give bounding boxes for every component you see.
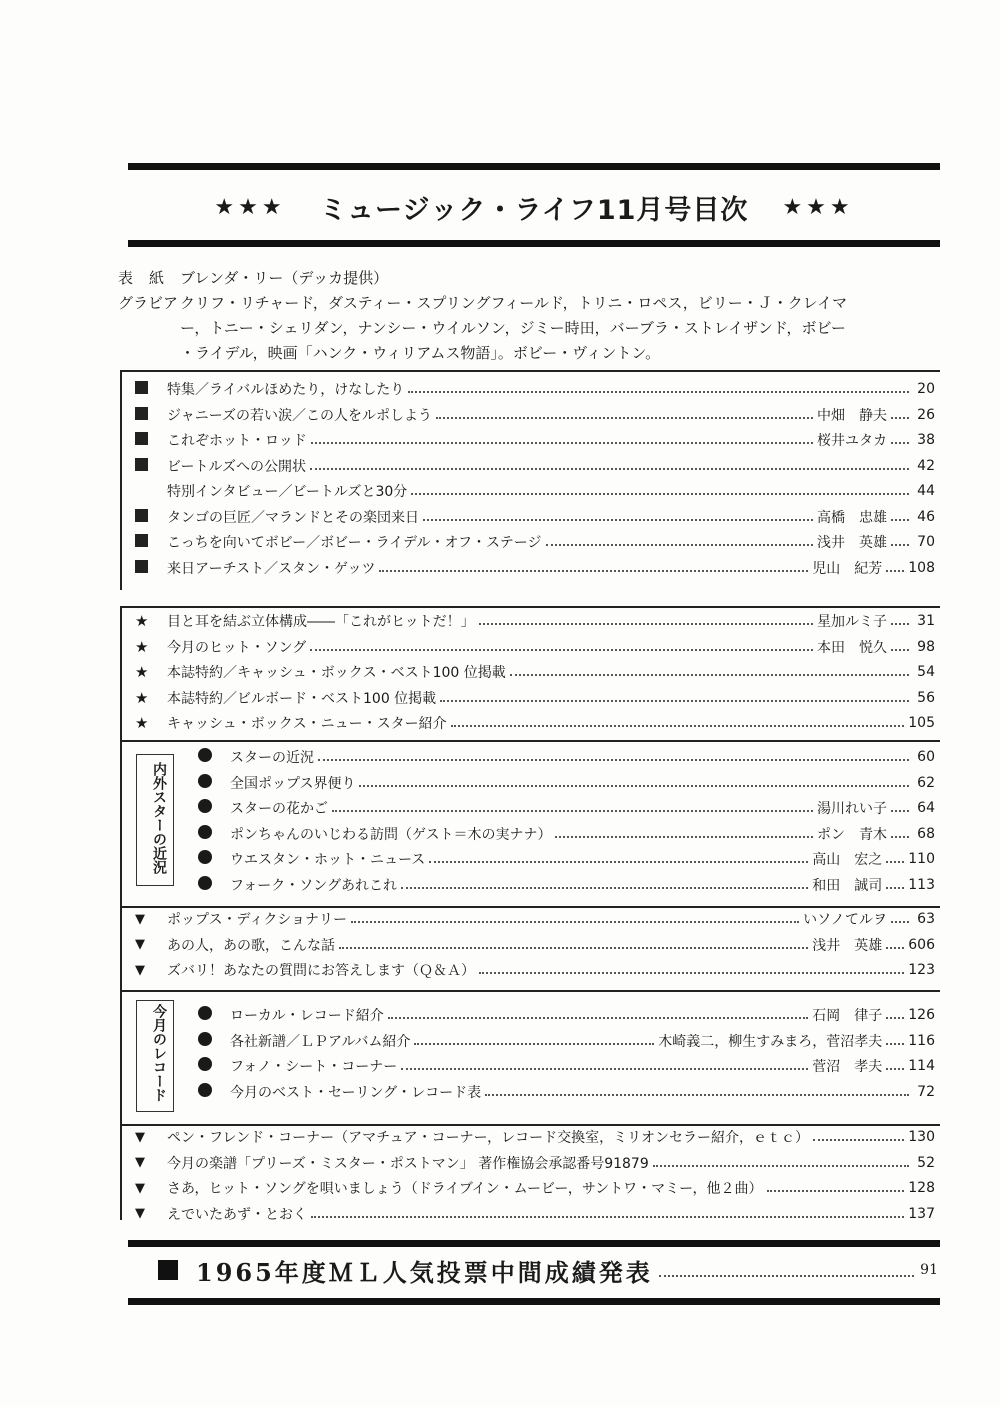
entry-title: これぞホット・ロッド	[167, 433, 307, 449]
triangle-bullet-icon: ▼	[135, 1206, 145, 1221]
toc-entry	[198, 1055, 935, 1077]
title-stars-left: ★★★	[214, 194, 286, 220]
toc-entry	[135, 687, 935, 709]
entry-page: 108	[908, 559, 935, 576]
entry-page: 98	[917, 638, 935, 655]
entry-title: 各社新譜／ＬＰアルバム紹介	[230, 1033, 411, 1050]
title-stars-right: ★★★	[782, 194, 854, 220]
entry-page: 130	[908, 1129, 935, 1145]
gravure-line: ー，トニー・シェリダン，ナンシー・ウイルソン，ジミー時田，バーブラ・ストレイザンド，ボビー	[180, 319, 846, 337]
toc-entry	[198, 1081, 935, 1103]
entry-title: さあ，ヒット・ソングを唄いましょう（ドライブイン・ムービー，サントワ・マミー，他２曲）	[167, 1181, 763, 1197]
leader-dots	[423, 519, 813, 521]
entry-title: 今月の楽譜「プリーズ・ミスター・ポストマン」 著作権協会承認番号91879	[167, 1155, 649, 1172]
square-bullet-icon	[135, 559, 167, 577]
circle-bullet-icon	[198, 1006, 230, 1024]
gravure-line: ・ライデル，映画「ハンク・ウィリアムス物語」。ボビー・ヴィントン。	[180, 344, 661, 362]
section-border	[120, 606, 122, 906]
toc-entry	[135, 506, 935, 528]
toc-entry	[135, 661, 935, 683]
entry-author: 湯川れい子	[817, 801, 887, 817]
entry-title: ウエスタン・ホット・ニュース	[230, 852, 426, 868]
star-bullet-icon: ★	[135, 688, 149, 707]
section-border	[120, 906, 122, 1124]
leader-dots	[401, 887, 808, 889]
square-bullet-icon	[135, 431, 167, 449]
leader-dots	[813, 1139, 904, 1141]
toc-entry	[198, 823, 935, 845]
entry-page: 110	[908, 851, 935, 867]
square-bullet-icon	[135, 508, 167, 526]
square-bullet-icon	[158, 1260, 178, 1280]
leader-dots	[886, 570, 904, 572]
divider	[120, 606, 940, 608]
cover-credits	[118, 266, 918, 366]
entry-page: 26	[917, 406, 935, 423]
toc-entry	[135, 1177, 935, 1199]
entry-page: 62	[917, 774, 935, 791]
gravure-label: グラビア	[118, 294, 179, 312]
leader-dots	[388, 1017, 809, 1019]
footer-title: 1965年度ＭＬ人気投票中間成績発表	[196, 1257, 653, 1287]
leader-dots	[555, 836, 813, 838]
leader-dots	[891, 921, 909, 923]
square-bullet-icon	[135, 533, 167, 551]
footer-top-rule	[128, 1240, 940, 1247]
entry-page: 113	[908, 876, 935, 893]
leader-dots	[451, 725, 905, 727]
entry-title: えでいたあず・とおく	[167, 1206, 307, 1223]
entry-author: 浅井 英雄	[817, 535, 887, 551]
entry-page: 137	[908, 1205, 935, 1222]
entry-author: 高橋 忠雄	[817, 509, 887, 526]
triangle-bullet-icon: ▼	[135, 1129, 145, 1145]
entry-author: 菅沼 孝夫	[812, 1059, 883, 1075]
toc-entry	[198, 874, 935, 896]
entry-title: フォノ・シート・コーナー	[230, 1059, 398, 1075]
leader-dots	[891, 836, 909, 838]
toc-entry	[135, 712, 935, 734]
entry-page: 54	[917, 664, 935, 680]
toc-entry	[135, 934, 935, 956]
entry-page: 128	[908, 1180, 935, 1196]
entry-page: 64	[917, 800, 935, 816]
title-bottom-rule	[128, 240, 940, 247]
entry-page: 38	[917, 432, 935, 448]
entry-page: 126	[908, 1007, 935, 1023]
toc-entry	[135, 429, 935, 451]
entry-author: 星加ルミ子	[817, 614, 887, 630]
leader-dots	[485, 1094, 909, 1096]
toc-entry	[135, 610, 935, 632]
leader-dots	[653, 1165, 909, 1167]
leader-dots	[886, 1017, 904, 1019]
leader-dots	[886, 1043, 904, 1045]
triangle-bullet-icon: ▼	[135, 962, 145, 978]
leader-dots	[414, 1043, 654, 1045]
star-bullet-icon: ★	[135, 663, 149, 681]
entry-author: 木崎義二，柳生すみまろ，菅沼孝夫	[658, 1033, 883, 1050]
entry-title: 今月のヒット・ソング	[167, 639, 307, 656]
toc-entry	[135, 1203, 935, 1225]
entry-title: 本誌特約／キャッシュ・ボックス・ベスト100 位掲載	[167, 665, 506, 681]
triangle-bullet-icon: ▼	[135, 937, 145, 952]
leader-dots	[659, 1275, 914, 1277]
toc-entry	[198, 772, 935, 794]
circle-bullet-icon	[198, 748, 230, 766]
entry-title: 来日アーチスト／スタン・ゲッツ	[167, 560, 376, 577]
cover-text: ブレンダ・リー（デッカ提供）	[180, 269, 389, 287]
toc-entry	[135, 636, 935, 658]
footer-page: 91	[920, 1262, 938, 1278]
entry-title: 目と耳を結ぶ立体構成――「これがヒットだ！」	[167, 614, 475, 630]
entry-title: ビートルズへの公開状	[167, 458, 307, 475]
entry-page: 20	[917, 381, 935, 397]
entry-author: いソノてルヲ	[803, 912, 887, 928]
entry-page: 105	[908, 715, 935, 731]
entry-page: 68	[917, 825, 935, 842]
entry-author: 浅井 英雄	[812, 937, 883, 954]
leader-dots	[411, 493, 909, 495]
leader-dots	[891, 519, 909, 521]
leader-dots	[440, 700, 909, 702]
footer-bottom-rule	[128, 1298, 940, 1305]
entry-title: あの人，あの歌，こんな話	[167, 937, 335, 954]
square-bullet-icon	[135, 380, 167, 398]
entry-page: 72	[917, 1083, 935, 1100]
toc-entry	[135, 959, 935, 981]
leader-dots	[311, 1216, 904, 1218]
entry-page: 44	[917, 483, 935, 499]
entry-author: 桜井ユタカ	[817, 433, 887, 449]
toc-entry	[135, 1152, 935, 1174]
entry-title: 特集／ライバルほめたり，けなしたり	[167, 382, 405, 398]
leader-dots	[429, 861, 808, 863]
entry-page: 52	[917, 1154, 935, 1171]
leader-dots	[891, 544, 909, 546]
leader-dots	[401, 1068, 808, 1070]
star-bullet-icon: ★	[135, 612, 149, 630]
leader-dots	[379, 570, 808, 572]
star-bullet-icon: ★	[135, 714, 149, 732]
leader-dots	[359, 785, 909, 787]
leader-dots	[886, 887, 904, 889]
toc-entry	[135, 531, 935, 553]
toc-entry	[135, 480, 935, 502]
leader-dots	[891, 417, 909, 419]
entry-title: ポンちゃんのいじわる訪問（ゲスト＝木の実ナナ）	[230, 826, 552, 843]
leader-dots	[546, 544, 814, 546]
page-title	[128, 185, 940, 229]
star-bullet-icon: ★	[135, 637, 149, 656]
toc-entry	[135, 908, 935, 930]
toc-entry	[135, 1126, 935, 1148]
circle-bullet-icon	[198, 825, 230, 843]
entry-title: ペン・フレンド・コーナー（アマチュア・コーナー，レコード交換室，ミリオンセラー紹介，ｅｔｃ）	[167, 1130, 809, 1146]
circle-bullet-icon	[198, 876, 230, 894]
entry-page: 60	[917, 749, 935, 765]
entry-page: 123	[908, 962, 935, 978]
toc-entry	[135, 557, 935, 579]
leader-dots	[311, 442, 813, 444]
top-rule	[128, 163, 940, 170]
divider	[120, 990, 940, 992]
circle-bullet-icon	[198, 799, 230, 817]
leader-dots	[310, 649, 813, 651]
leader-dots	[891, 810, 909, 812]
leader-dots	[767, 1190, 905, 1192]
entry-title: ポップス・ディクショナリー	[167, 912, 348, 928]
circle-bullet-icon	[198, 850, 230, 868]
cover-label: 表紙	[118, 269, 181, 287]
leader-dots	[891, 442, 909, 444]
leader-dots	[886, 861, 904, 863]
circle-bullet-icon	[198, 1083, 230, 1101]
section-border	[120, 1124, 122, 1220]
entry-title: ローカル・レコード紹介	[230, 1008, 384, 1024]
toc-entry	[135, 455, 935, 477]
entry-title: フォーク・ソングあれこれ	[230, 877, 398, 894]
entry-title: スターの花かご	[230, 801, 328, 817]
entry-title: スターの近況	[230, 750, 314, 766]
leader-dots	[891, 623, 909, 625]
triangle-bullet-icon: ▼	[135, 1180, 145, 1196]
entry-title: 全国ポップス界便り	[230, 775, 356, 792]
square-bullet-icon	[135, 406, 167, 424]
entry-author: 児山 紀芳	[812, 560, 883, 577]
leader-dots	[479, 623, 813, 625]
entry-page: 42	[917, 457, 935, 474]
toc-entry	[198, 797, 935, 819]
section-border	[120, 370, 122, 590]
leader-dots	[310, 468, 909, 470]
entry-author: 中畑 静夫	[817, 407, 887, 424]
toc-entry	[198, 848, 935, 870]
footer-feature	[128, 1248, 940, 1292]
entry-page: 46	[917, 508, 935, 525]
leader-dots	[436, 417, 813, 419]
entry-title: 今月のベスト・セーリング・レコード表	[230, 1084, 482, 1101]
entry-title: こっちを向いてボビー／ボビー・ライデル・オフ・ステージ	[167, 535, 542, 551]
section-label: 内外スターの近況	[151, 762, 167, 874]
toc-entry	[198, 1004, 935, 1026]
circle-bullet-icon	[198, 1057, 230, 1075]
entry-page: 63	[917, 911, 935, 927]
entry-title: 本誌特約／ビルボード・ベスト100 位掲載	[167, 690, 437, 707]
leader-dots	[318, 759, 909, 761]
leader-dots	[891, 649, 909, 651]
triangle-bullet-icon: ▼	[135, 1155, 145, 1170]
entry-page: 116	[908, 1032, 935, 1049]
circle-bullet-icon	[198, 774, 230, 792]
entry-title: タンゴの巨匠／マランドとその楽団来日	[167, 509, 419, 526]
entry-page: 606	[908, 936, 935, 953]
entry-page: 114	[908, 1058, 935, 1074]
leader-dots	[886, 1068, 904, 1070]
toc-entry	[198, 746, 935, 768]
square-bullet-icon	[135, 457, 167, 475]
leader-dots	[408, 391, 909, 393]
entry-title: ジャニーズの若い涙／この人をルポしよう	[167, 407, 433, 424]
entry-page: 56	[917, 689, 935, 706]
toc-entry	[198, 1030, 935, 1052]
gravure-line: クリフ・リチャード，ダスティー・スプリングフィールド，トリニ・ロペス，ビリー・Ｊ・クレイマ	[180, 294, 848, 312]
circle-bullet-icon	[198, 1032, 230, 1050]
toc-entry	[135, 404, 935, 426]
divider	[120, 370, 940, 372]
entry-title: 特別インタビュー／ビートルズと30分	[167, 484, 408, 500]
entry-author: 高山 宏之	[812, 852, 883, 868]
divider	[120, 740, 940, 742]
entry-page: 31	[917, 613, 935, 629]
entry-title: キャッシュ・ボックス・ニュー・スター紹介	[167, 716, 447, 732]
entry-page: 70	[917, 534, 935, 550]
leader-dots	[510, 674, 909, 676]
title-text: ミュージック・ライフ11月号目次	[319, 194, 749, 226]
toc-entry	[135, 378, 935, 400]
leader-dots	[886, 947, 904, 949]
entry-author: 和田 誠司	[812, 877, 883, 894]
leader-dots	[479, 972, 904, 974]
triangle-bullet-icon: ▼	[135, 911, 145, 927]
leader-dots	[339, 947, 808, 949]
section-label: 今月のレコード	[151, 1004, 167, 1102]
leader-dots	[332, 810, 813, 812]
entry-author: ポン 青木	[817, 826, 887, 843]
leader-dots	[351, 921, 799, 923]
entry-author: 石岡 律子	[812, 1008, 883, 1024]
entry-author: 本田 悦久	[817, 639, 887, 656]
entry-title: ズバリ！あなたの質問にお答えします（Ｑ＆Ａ）	[167, 963, 475, 979]
